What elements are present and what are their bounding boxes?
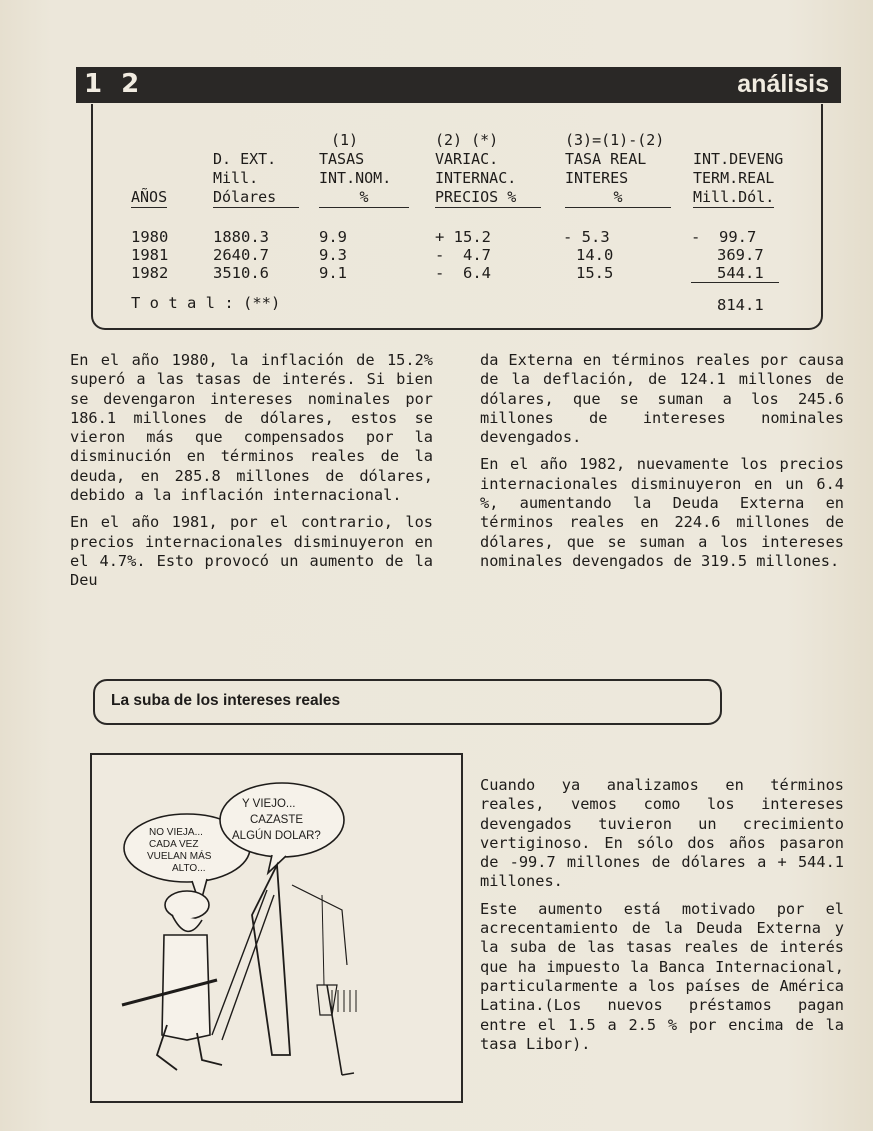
bubble-left-line: CADA VEZ <box>149 839 199 850</box>
bubble-right-line: CAZASTE <box>250 814 304 826</box>
cell-realrate: - 5.3 <box>563 228 610 246</box>
th-interest-2: TERM.REAL <box>693 169 775 187</box>
cell-year: 1980 <box>131 228 169 246</box>
paragraph: En el año 1981, por el contrario, los precios internacionales disminuyeron en el 4.7%. Esto provocó un aumento de la Deu <box>70 513 433 590</box>
bubble-left-line: ALTO... <box>172 863 206 874</box>
cell-debt: 3510.6 <box>213 264 269 282</box>
page-number: 1 2 <box>84 69 145 99</box>
total-value: 814.1 <box>717 296 764 314</box>
th-debt-3: Dólares <box>213 188 299 208</box>
cell-debt: 1880.3 <box>213 228 269 246</box>
cell-pricevar: - 6.4 <box>435 264 491 282</box>
cell-pricevar: + 15.2 <box>435 228 491 246</box>
th-realrate-3: INTERES <box>565 169 629 187</box>
th-nominal-2: TASAS <box>319 150 365 168</box>
subsection-title-box <box>93 679 722 725</box>
th-realrate-1: (3)=(1)-(2) <box>565 131 665 149</box>
page-header-bar <box>76 67 841 103</box>
cell-interest: 544.1 <box>717 264 764 282</box>
bubble-right-line: ALGÚN DOLAR? <box>232 830 321 842</box>
bubble-left-line: NO VIEJA... <box>149 827 203 838</box>
cell-nominal: 9.9 <box>319 228 347 246</box>
cell-debt: 2640.7 <box>213 246 269 264</box>
th-debt-2: Mill. <box>213 169 259 187</box>
th-realrate-2: TASA REAL <box>565 150 647 168</box>
cell-interest: 369.7 <box>717 246 764 264</box>
right-column <box>480 351 844 579</box>
paragraph: da Externa en términos reales por causa de la deflación, de 124.1 millones de dólares, que se suman a los 245.6 millones de intereses nominales devengados. <box>480 351 844 447</box>
cartoon-illustration <box>90 753 463 1103</box>
th-interest-3: Mill.Dól. <box>693 188 775 206</box>
paragraph: Cuando ya analizamos en términos reales, vemos como los intereses devengados tuvieron un crecimiento vertiginoso. En sólo dos años pasaron de -99.7 millones de dólares a + 544.1 millones. <box>480 776 844 891</box>
lower-right-column <box>480 776 844 1062</box>
cell-pricevar: - 4.7 <box>435 246 491 264</box>
cell-year: 1982 <box>131 264 169 282</box>
cell-realrate: 15.5 <box>576 264 614 282</box>
th-debt-1: D. EXT. <box>213 150 277 168</box>
left-column <box>70 351 433 599</box>
th-pricevar-1: (2) (*) <box>435 131 499 149</box>
th-pricevar-3: INTERNAC. <box>435 169 517 187</box>
cell-nominal: 9.3 <box>319 246 347 264</box>
paragraph: En el año 1982, nuevamente los precios internacionales disminuyeron en un 6.4 %, aumentando la Deuda Externa en términos reales en 224.6 millones de dólares, que se suman a los intereses nominales devengados de 319.5 millones. <box>480 455 844 570</box>
cell-nominal: 9.1 <box>319 264 347 282</box>
th-nominal-3: INT.NOM. <box>319 169 392 187</box>
subsection-title: La suba de los intereses reales <box>111 692 341 709</box>
th-nominal-1: (1) <box>331 131 359 149</box>
paragraph: En el año 1980, la inflación de 15.2% superó a las tasas de interés. Si bien se devengaron intereses nominales por 186.1 millones de dólares, estos se vieron más que compensados por la disminución en términos reales de la deuda, en 285.8 millones de dólares, debido a la inflación internacional. <box>70 351 433 505</box>
bubble-right-line: Y VIEJO... <box>242 798 296 810</box>
cartoon-drawing <box>92 755 457 1097</box>
th-realrate-4: % <box>565 188 671 208</box>
th-pricevar-2: VARIAC. <box>435 150 499 168</box>
sum-rule <box>691 282 779 283</box>
debt-interest-table <box>91 104 823 330</box>
th-interest-1: INT.DEVENG <box>693 150 784 168</box>
section-label: análisis <box>737 70 829 98</box>
cell-interest: - 99.7 <box>691 228 757 246</box>
th-pricevar-4: PRECIOS % <box>435 188 541 208</box>
cell-year: 1981 <box>131 246 169 264</box>
th-years: AÑOS <box>131 188 168 206</box>
paragraph: Este aumento está motivado por el acrecentamiento de la Deuda Externa y la suba de las tasas reales de interés que ha impuesto la Banca Internacional, particularmente a los países de América Latina.(Los nuevos préstamos pagan entre el 1.5 a 2.5 % por encima de la tasa Libor). <box>480 899 844 1053</box>
cell-realrate: 14.0 <box>576 246 614 264</box>
bubble-left-line: VUELAN MÁS <box>147 851 212 862</box>
total-label: T o t a l : (**) <box>131 294 281 312</box>
th-nominal-4: % <box>319 188 409 208</box>
